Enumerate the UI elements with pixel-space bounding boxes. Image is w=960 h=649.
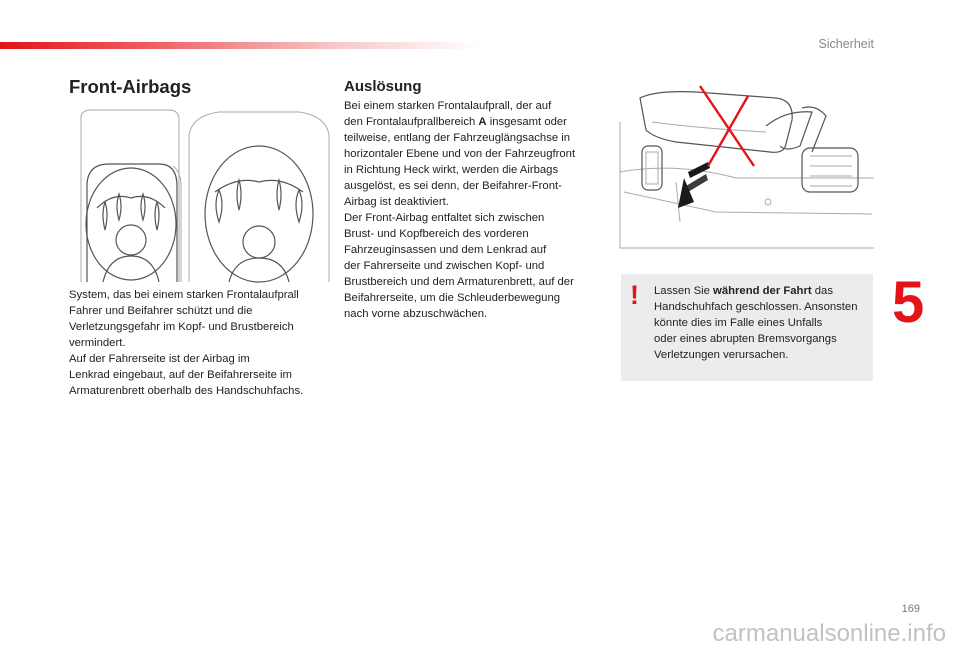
- top-accent-bar: [0, 42, 480, 49]
- section-header: Sicherheit: [818, 37, 874, 51]
- impact-zone-label: A: [478, 116, 487, 128]
- intro-text: System, das bei einem starken Frontalaufprall Fahrer und Beifahrer schützt und die Verletzungsgefahr im Kopf- und Brustbereich vermindert. Auf der Fahrerseite ist der Airbag im Lenkrad eingebaut, auf der Beifahrerseite im Armaturenbrett oberhalb des Handschuhfachs.: [69, 289, 304, 397]
- airbag-seats-illustration: [69, 106, 337, 284]
- warning-text: Lassen Sie während der Fahrt das Handschuhfach geschlossen. Ansonsten könnte dies im Falle eines Unfalls oder eines abrupten Bremsvorgangs Verletzungen verursachen.: [654, 285, 858, 361]
- watermark: carmanualsonline.info: [712, 620, 946, 647]
- deploy-text: Bei einem starken Frontalaufprall, der auf den Frontalaufprallbereich A insgesamt oder teilweise, entlang der Fahrzeuglängsachse in horizontaler Ebene und von der Fahrzeugfront in Richtung Heck wirkt, werden die Airbags ausgelöst, es sei denn, der Beifahrer-Front- Airbag ist deaktiviert. Der Front-Airbag entfaltet sich zwischen Brust- und Kopfbereich des vorderen Fahrzeuginsassen und dem Lenkrad auf der Fahrerseite und zwischen Kopf- und Brustbereich und dem Armaturenbrett, auf der Beifahrerseite, um die Schleuderbewegung nach vorne abzuschwächen.: [344, 100, 576, 320]
- dashboard-illustration: [616, 82, 878, 254]
- chapter-number: 5: [892, 270, 925, 335]
- page-title: Front-Airbags: [69, 76, 192, 97]
- warning-box: [621, 274, 873, 381]
- exclamation-icon: !: [630, 280, 639, 310]
- deploy-heading: Auslösung: [344, 78, 422, 95]
- page-number: 169: [901, 603, 920, 615]
